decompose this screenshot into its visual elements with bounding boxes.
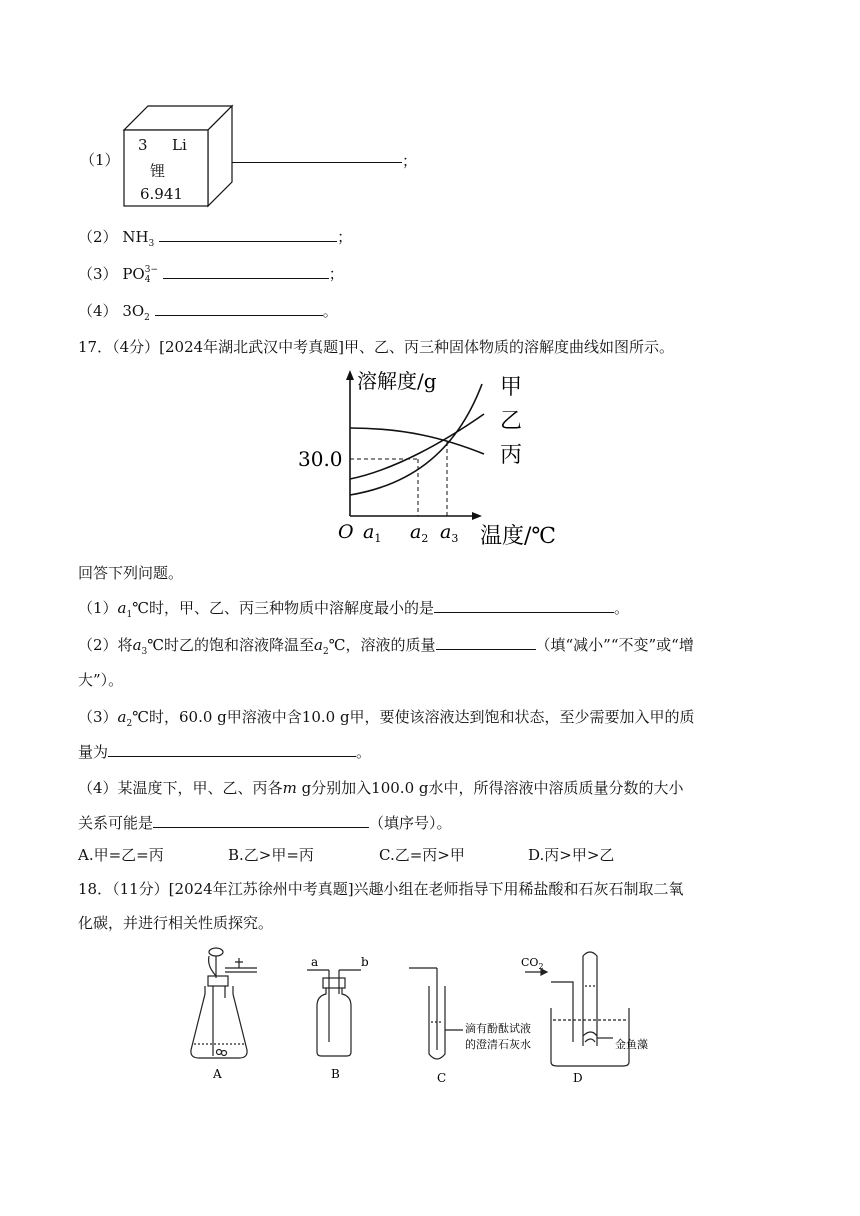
answer-blank-q17-2[interactable] [436, 635, 536, 650]
item-3 [78, 263, 344, 285]
q17-part-4: （4）某温度下，甲、乙、丙各m g分别加入100.0 g水中，所得溶液中溶质质量分数的大小 [78, 779, 684, 797]
item-1-end: ； [402, 152, 418, 170]
curve-label-jia: 甲 [500, 375, 523, 400]
curve-label-yi: 乙 [500, 409, 523, 434]
q17-part-4-cont: 关系可能是 （填序号）。 [78, 814, 452, 832]
item-3-end: ； [328, 265, 344, 283]
label-b: B [331, 1067, 340, 1081]
label-a: A [213, 1067, 222, 1081]
y-tick-label: 30.0 [298, 447, 343, 471]
element-name: 锂 [150, 162, 166, 180]
curve-jia [350, 384, 482, 495]
item-2-end: ； [337, 228, 353, 246]
c-note-line-1: 滴有酚酞试液 [465, 1022, 531, 1035]
label-c: C [437, 1071, 447, 1085]
answer-blank-3[interactable] [163, 264, 329, 279]
apparatus-a [191, 948, 257, 1058]
apparatus-figure [185, 946, 685, 1086]
y-axis-label: 溶解度/g [357, 369, 437, 393]
item-4-end: 。 [322, 302, 338, 320]
x-axis-label: 温度/℃ [480, 524, 557, 549]
solubility-graph [294, 366, 574, 550]
x-tick-a1: $a_1$ [363, 521, 382, 545]
item-4-formula: $3O_2$ [122, 302, 150, 323]
x-axis-arrow-icon [472, 512, 482, 520]
apparatus-b [307, 970, 361, 1056]
x-tick-a2: $a_2$ [410, 521, 429, 545]
item-2 [78, 226, 352, 248]
c-note-line-2: 的澄清石灰水 [465, 1038, 531, 1051]
y-axis-arrow-icon [346, 370, 354, 380]
port-b-label: b [361, 955, 369, 969]
answer-blank-q17-1[interactable] [434, 598, 614, 613]
curve-bing [350, 428, 484, 454]
label-d: D [573, 1071, 583, 1085]
option-a: A.甲=乙=丙 [78, 846, 164, 864]
answer-blank-1[interactable] [232, 148, 402, 163]
answer-blank-q17-4[interactable] [153, 813, 369, 828]
origin-label: O [338, 521, 354, 543]
item-1-number: （1） [80, 151, 120, 169]
answer-blank-2[interactable] [159, 227, 337, 242]
option-b: B.乙>甲=丙 [228, 846, 314, 864]
d-plant-label: 金鱼藻 [615, 1038, 648, 1051]
port-a-label: a [311, 955, 319, 969]
option-c: C.乙=丙>甲 [379, 846, 465, 864]
element-mass: 6.941 [140, 185, 183, 203]
item-4 [78, 300, 338, 322]
item-2-number: （2） [78, 228, 118, 246]
item-4-number: （4） [78, 302, 118, 320]
q17-part-3-cont: 量为 。 [78, 743, 372, 761]
d-gas-label: $CO_2$ [521, 956, 544, 971]
question-18-header-line-2: 化碳，并进行相关性质探究。 [78, 914, 274, 932]
question-17-intro: 回答下列问题。 [78, 564, 184, 582]
q17-part-2: （2）将$a_3℃$时乙的饱和溶液降温至$a_2℃$，溶液的质量 （填“减小”“不变”或“增 [78, 636, 694, 657]
answer-blank-q17-3[interactable] [108, 742, 356, 757]
element-atomic-number: 3 [138, 136, 148, 154]
option-d: D.丙>甲>乙 [528, 846, 615, 864]
q17-part-3: $(3)a_2℃$时，60.0 g甲溶液中含10.0 g甲，要使该溶液达到饱和状态，至少需要加入甲的质 [78, 708, 695, 729]
curve-label-bing: 丙 [500, 443, 523, 468]
answer-blank-4[interactable] [155, 301, 323, 316]
item-3-formula: PO 3− 4 [122, 265, 158, 285]
item-3-number: （3） [78, 265, 118, 283]
q17-part-1: $(1)a_1℃$时，甲、乙、丙三种物质中溶解度最小的是 。 [78, 599, 630, 620]
apparatus-c [409, 968, 463, 1059]
question-18-header-line-1: 18．（11分）[2024年江苏徐州中考真题]兴趣小组在老师指导下用稀盐酸和石灰石制取二氧 [78, 880, 684, 898]
x-tick-a3: $a_3$ [440, 521, 459, 545]
q17-part-2-cont: 大”）。 [78, 671, 124, 689]
element-symbol: Li [172, 136, 187, 154]
item-2-formula: $NH_3$ [122, 228, 155, 249]
question-17-header: 17．（4分）[2024年湖北武汉中考真题]甲、乙、丙三种固体物质的溶解度曲线如图所示。 [78, 338, 675, 356]
